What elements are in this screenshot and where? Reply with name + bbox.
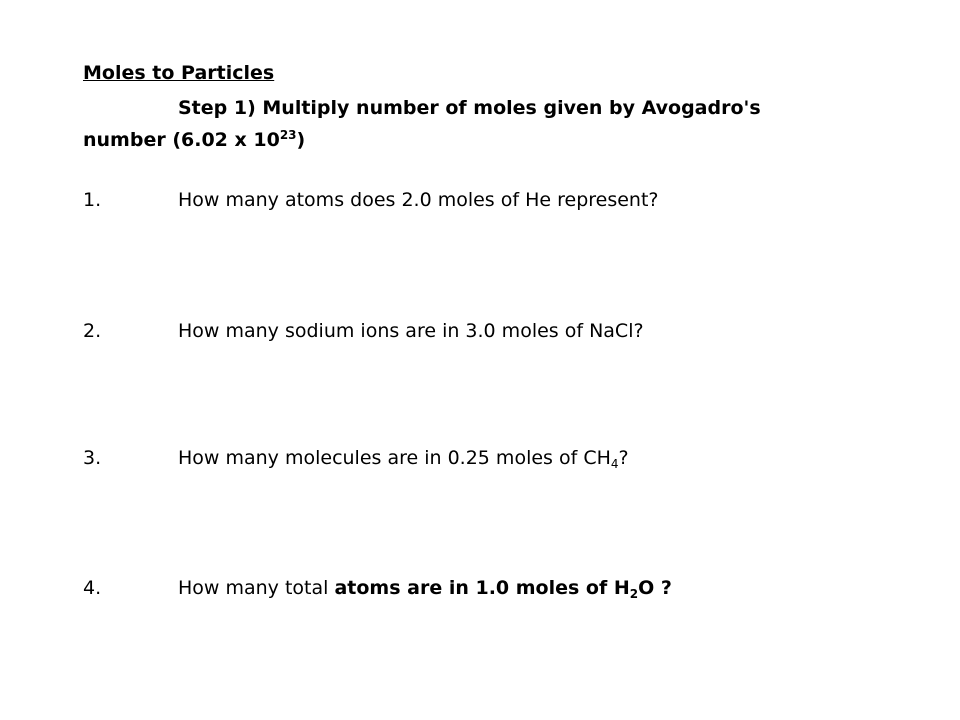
question-text: How many total	[178, 577, 335, 599]
step-instruction-text: number (6.02 x 10	[83, 129, 280, 151]
question-number: 4.	[83, 577, 102, 599]
question-text: How many atoms does 2.0 moles of He represent?	[178, 189, 659, 211]
page-title: Moles to Particles	[83, 62, 275, 84]
question-text: How many molecules are in 0.25 moles of CH	[178, 447, 611, 469]
formula-subscript: 4	[610, 457, 619, 471]
question-emphasis: atoms are in 1.0 moles of H	[334, 577, 630, 599]
question-1	[83, 187, 659, 213]
question-number: 3.	[83, 447, 102, 469]
question-4	[83, 575, 672, 601]
question-number: 1.	[83, 189, 102, 211]
question-text-end: ?	[618, 447, 629, 469]
step-instruction-close: )	[296, 129, 306, 151]
question-text: How many sodium ions are in 3.0 moles of NaCl?	[178, 320, 644, 342]
question-number: 2.	[83, 320, 102, 342]
formula-subscript: 2	[629, 587, 639, 601]
question-2	[83, 318, 644, 344]
question-3	[83, 445, 629, 471]
step-instruction-line-2	[83, 127, 305, 153]
question-emphasis-end: O ?	[638, 577, 672, 599]
step-instruction-line-1: Step 1) Multiply number of moles given by Avogadro's	[178, 97, 761, 119]
avogadro-exponent: 23	[279, 128, 297, 142]
